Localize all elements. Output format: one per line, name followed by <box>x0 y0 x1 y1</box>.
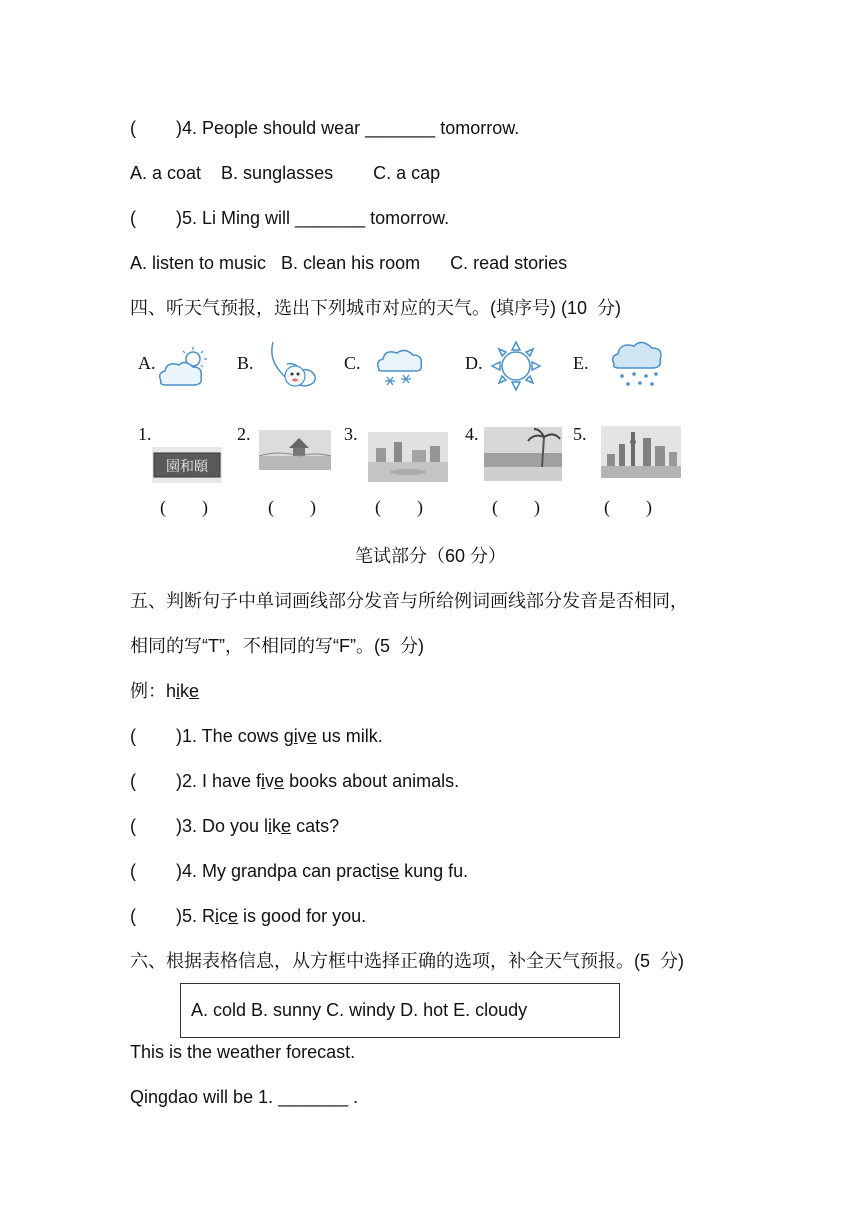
city-label-3: 3. <box>344 424 358 444</box>
city-label-5: 5. <box>573 424 587 444</box>
beach-image <box>484 427 562 481</box>
sentence-2: ( )2. I have five books about animals. <box>130 771 460 791</box>
section-6-title: 六、根据表格信息，从方框中选择正确的选项，补全天气预报。(5 分) <box>130 951 684 971</box>
forecast-intro: This is the weather forecast. <box>130 1042 356 1062</box>
example-word: 例：hike <box>130 681 200 701</box>
harbor-city-image <box>368 432 448 482</box>
sentence-4: ( )4. My grandpa can practise kung fu. <box>130 861 469 881</box>
weather-label-d: D. <box>465 353 483 373</box>
summer-palace-sign-image <box>152 447 222 483</box>
section-5-title-line1: 五、判断句子中单词画线部分发音与所给例词画线部分发音是否相同， <box>130 591 688 611</box>
sentence-3: ( )3. Do you like cats? <box>130 816 340 836</box>
city-label-4: 4. <box>465 424 479 444</box>
svg-text:園和頤: 園和頤 <box>166 459 208 475</box>
question-4: ( )4. People should wear _______ tomorrow. <box>130 118 520 138</box>
weather-label-e: E. <box>573 353 589 373</box>
answer-blank-1[interactable]: ( ) <box>160 497 208 517</box>
answer-blank-4[interactable]: ( ) <box>492 497 540 517</box>
written-part-title: 笔试部分（60 分） <box>355 546 507 566</box>
rain-icon <box>608 336 666 390</box>
cloudy-sun-icon <box>155 345 211 389</box>
weather-label-a: A. <box>138 353 156 373</box>
forecast-item-1: Qingdao will be 1. _______ . <box>130 1087 359 1107</box>
answer-blank-5[interactable]: ( ) <box>604 497 652 517</box>
city-skyline-image <box>601 426 681 478</box>
question-5-options: A. listen to music B. clean his room C. read stories <box>130 253 568 273</box>
options-box <box>180 983 620 1038</box>
question-5: ( )5. Li Ming will _______ tomorrow. <box>130 208 450 228</box>
answer-blank-2[interactable]: ( ) <box>268 497 316 517</box>
answer-blank-3[interactable]: ( ) <box>375 497 423 517</box>
weather-label-b: B. <box>237 353 254 373</box>
weather-label-c: C. <box>344 353 361 373</box>
options-box-text: A. cold B. sunny C. windy D. hot E. cloudy <box>191 1000 528 1020</box>
snow-icon <box>373 343 425 391</box>
sentence-1: ( )1. The cows give us milk. <box>130 726 383 746</box>
sentence-5: ( )5. Rice is good for you. <box>130 906 367 926</box>
windy-icon <box>265 338 321 392</box>
question-4-options: A. a coat B. sunglasses C. a cap <box>130 163 441 183</box>
city-label-2: 2. <box>237 424 251 444</box>
section-5-title-line2: 相同的写“T”，不相同的写“F”。(5 分) <box>130 636 424 656</box>
city-label-1: 1. <box>138 424 152 444</box>
sun-icon <box>490 340 542 392</box>
section-4-title: 四、听天气预报，选出下列城市对应的天气。(填序号) (10 分) <box>130 298 621 318</box>
pavilion-lake-image <box>259 430 331 470</box>
